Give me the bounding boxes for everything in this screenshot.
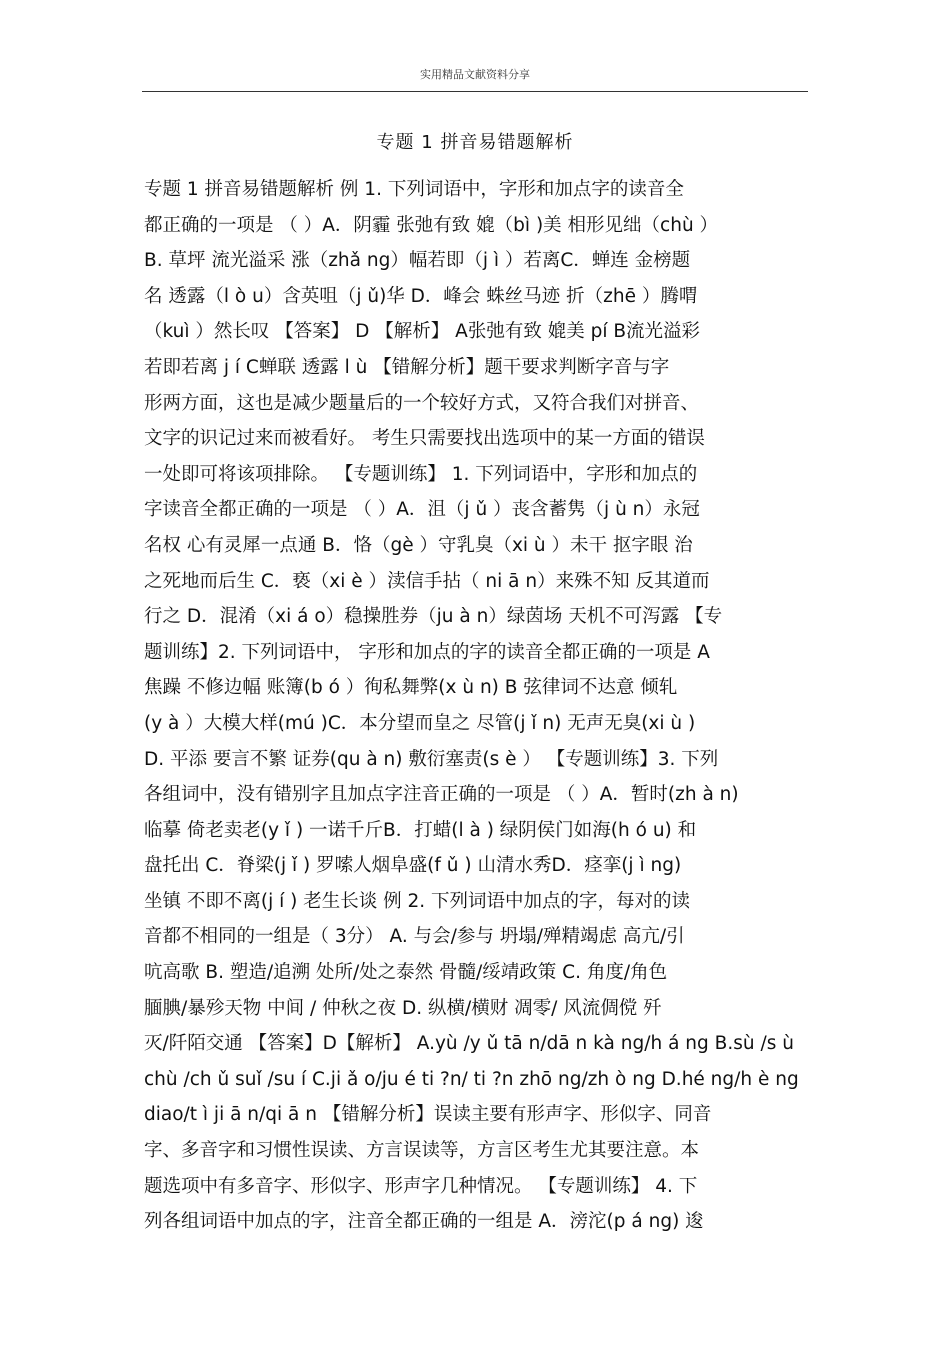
- page-header: 实用精品文献资料分享: [420, 68, 530, 81]
- text-line: 行之 D．混淆（xi á o）稳操胜券（ju à n）绿茵场 天机不可泻露 【专: [144, 606, 723, 628]
- text-line: 名权 心有灵犀一点通 B．恪（gè ）守乳臭（xi ù ）未干 抠字眼 治: [144, 534, 693, 556]
- text-line: （kuì ）然长叹 【答案】 D 【解析】 A张弛有致 媲美 pí B流光溢彩: [144, 321, 701, 343]
- text-line: 文字的识记过来而被看好。 考生只需要找出选项中的某一方面的错误: [144, 428, 705, 450]
- text-line: 之死地而后生 C．亵（xi è ）渎信手拈（ ni ā n）来殊不知 反其道而: [144, 570, 710, 592]
- text-line: 焦躁 不修边幅 账簿(b ó ）徇私舞弊(x ù n) B 弦律词不达意 倾轧: [144, 677, 678, 699]
- text-line: 坐镇 不即不离(j í ) 老生长谈 例 2. 下列词语中加点的字，每对的读: [144, 890, 691, 912]
- text-line: 列各组词语中加点的字，注音全都正确的一组是 A．滂沱(p á ng) 逡: [144, 1211, 704, 1233]
- text-line: B. 草坪 流光溢采 涨（zhǎ ng）幅若即（j ì ）若离C．蝉连 金榜题: [144, 250, 691, 272]
- text-line: 形两方面，这也是减少题量后的一个较好方式，又符合我们对拼音、: [144, 392, 700, 414]
- text-line: 专题 1 拼音易错题解析 例 1. 下列词语中，字形和加点字的读音全: [144, 179, 684, 200]
- text-line: 音都不相同的一组是（ 3分） A. 与会/参与 坍塌/殚精竭虑 高亢/引: [144, 926, 685, 948]
- text-line: (y à ）大模大样(mú )C．本分望而皇之 尽管(j ǐ n) 无声无臭(xi ù ): [144, 712, 696, 734]
- text-line: 腼腆/暴殄天物 中间 / 仲秋之夜 D. 纵横/横财 凋零/ 风流倜傥 歼: [144, 997, 662, 1019]
- document-title: 专题 1 拼音易错题解析: [376, 132, 574, 153]
- text-line: chù /ch ǔ suǐ /su í C.ji ǎ o/ju é ti ?n/ ti ?n zhō ng/zh ò ng D.hé ng/h è ng: [144, 1068, 799, 1090]
- header-divider: [142, 91, 808, 92]
- text-line: diao/t ì ji ā n/qi ā n 【错解分析】误读主要有形声字、形似字、同音: [144, 1104, 712, 1126]
- text-line: 灭/阡陌交通 【答案】D【解析】 A.yù /y ǔ tā n/dā n kà ng/h á ng B.sù /s ù: [144, 1033, 794, 1055]
- text-line: 若即若离 j í C蝉联 透露 l ù 【错解分析】题干要求判断字音与字: [144, 356, 670, 378]
- text-line: 一处即可将该项排除。 【专题训练】 1. 下列词语中，字形和加点的: [144, 463, 698, 485]
- text-line: 名 透露（l ò u）含英咀（j ǔ)华 D．峰会 蛛丝马迹 折（zhē ）腾喟: [144, 285, 698, 307]
- text-line: 题选项中有多音字、形似字、形声字几种情况。 【专题训练】 4. 下: [144, 1175, 698, 1197]
- text-line: 字读音全都正确的一项是 （ ）A．沮（j ǔ ）丧含蓄隽（j ù n）永冠: [144, 499, 700, 521]
- text-line: 各组词中，没有错别字且加点字注音正确的一项是 （ ）A．暂时(zh à n): [144, 784, 739, 806]
- text-line: 临摹 倚老卖老(y ǐ ) 一诺千斤B．打蜡(l à ) 绿阴侯门如海(h ó u) 和: [144, 819, 697, 841]
- body-text: [144, 172, 834, 1240]
- text-line: D. 平添 要言不繁 证券(qu à n) 敷衍塞责(s è ） 【专题训练】3. 下列: [144, 748, 719, 770]
- text-line: 都正确的一项是 （ ）A．阴霾 张弛有致 媲（bì )美 相形见绌（chù ）: [144, 214, 719, 236]
- text-line: 吭高歌 B. 塑造/追溯 处所/处之泰然 骨髓/绥靖政策 C. 角度/角色: [144, 962, 668, 984]
- text-line: 题训练】2. 下列词语中， 字形和加点的字的读音全都正确的一项是 A: [144, 641, 710, 663]
- text-line: 盘托出 C．脊梁(j ǐ ) 罗嗦人烟阜盛(f ǔ ) 山清水秀D．痉挛(j ì ng): [144, 855, 682, 877]
- text-line: 字、多音字和习惯性误读、方言误读等，方言区考生尤其要注意。本: [144, 1140, 700, 1162]
